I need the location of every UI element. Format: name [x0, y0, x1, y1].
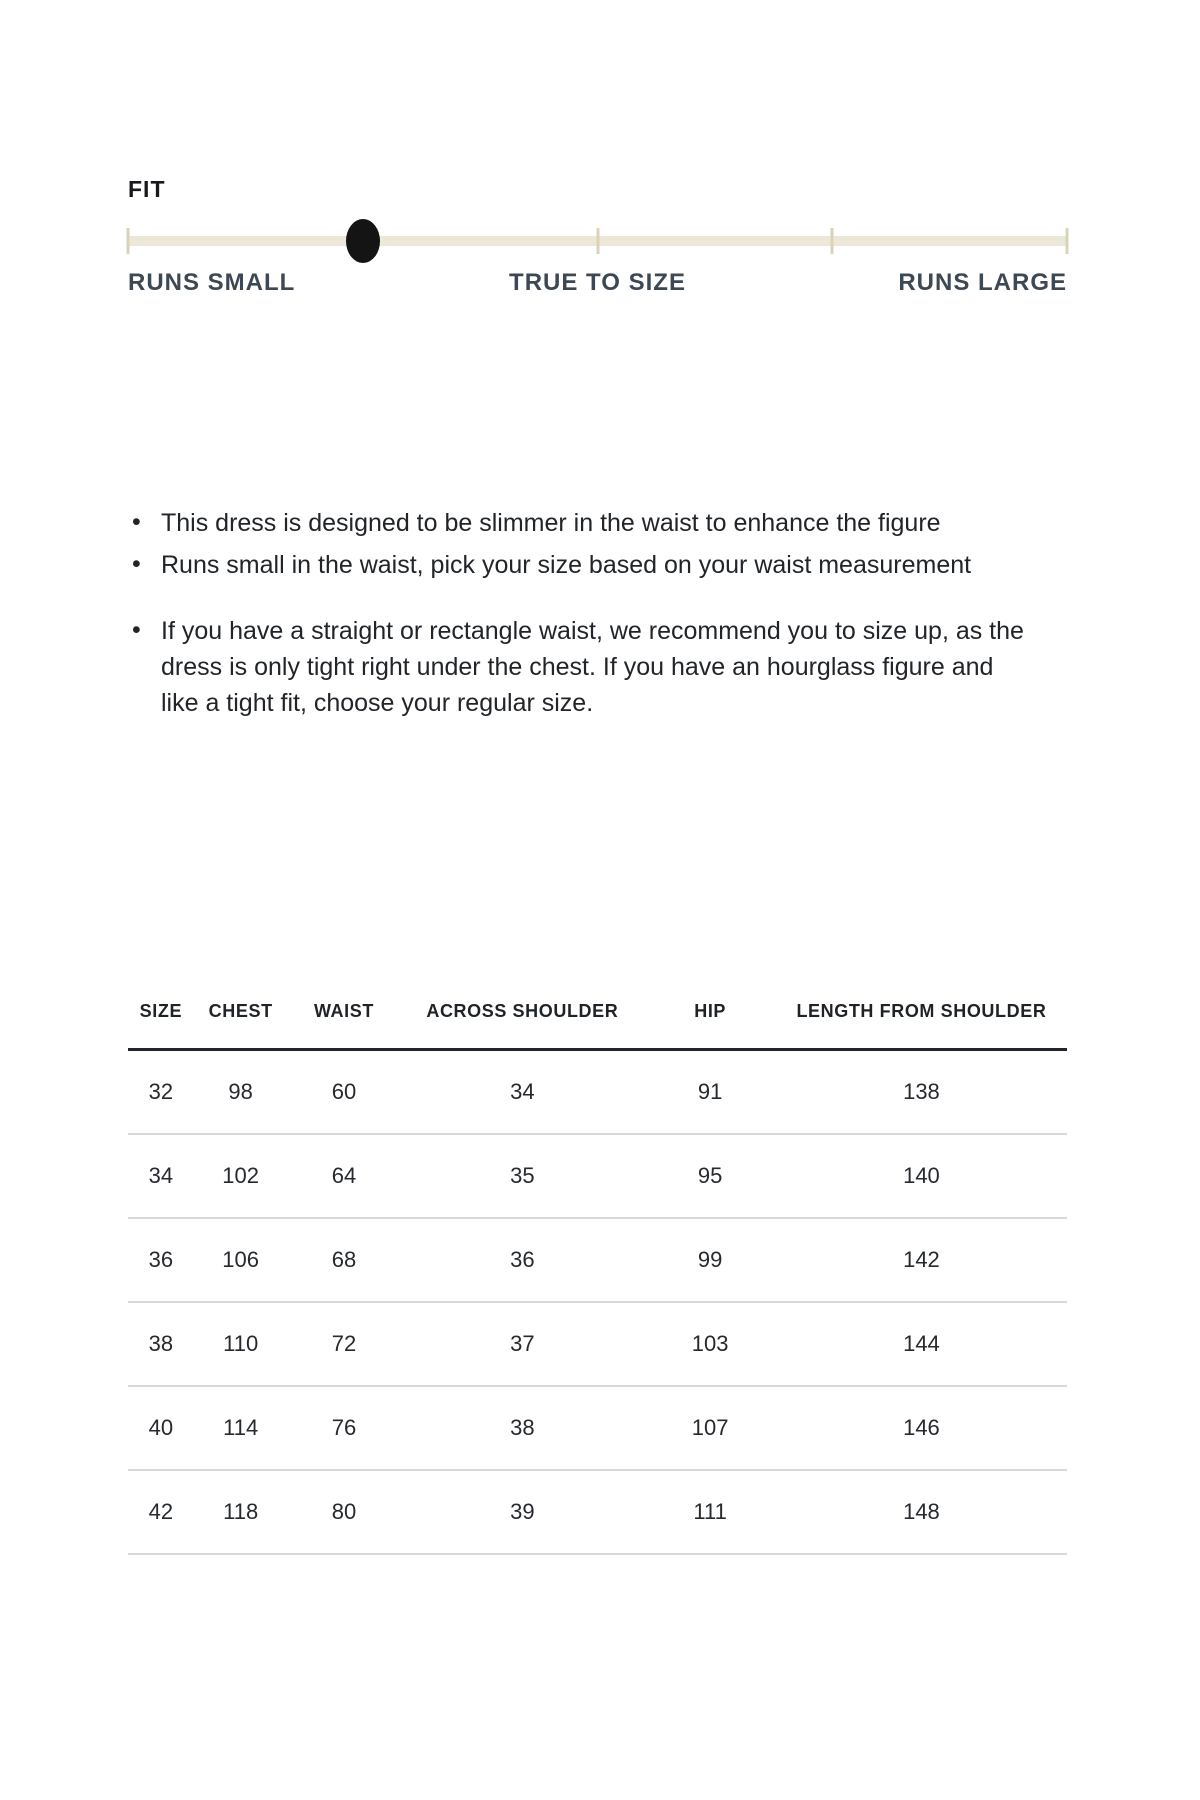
cell-hip: 107	[644, 1386, 775, 1470]
slider-tick	[1066, 228, 1069, 254]
size-chart-table	[128, 1001, 1067, 1555]
cell-size: 40	[128, 1386, 194, 1470]
fit-scale-labels	[128, 269, 1067, 299]
fit-note-item: • If you have a straight or rectangle waist, we recommend you to size up, as the dress is only tight right under the chest. If you have an hourglass figure and like a tight fit, choose your regular size.	[128, 613, 1033, 721]
cell-length: 138	[776, 1050, 1067, 1134]
cell-across-shoulder: 36	[400, 1218, 644, 1302]
cell-waist: 76	[288, 1386, 401, 1470]
fit-note-item: • This dress is designed to be slimmer in the waist to enhance the figure	[128, 505, 1033, 541]
scale-label-runs-small: RUNS SMALL	[128, 269, 296, 296]
cell-length: 148	[776, 1470, 1067, 1554]
cell-hip: 99	[644, 1218, 775, 1302]
column-header-across-shoulder: ACROSS SHOULDER	[400, 1001, 644, 1050]
table-row	[128, 1386, 1067, 1470]
scale-label-true-to-size: TRUE TO SIZE	[509, 269, 686, 296]
cell-chest: 98	[194, 1050, 288, 1134]
fit-section-heading: FIT	[128, 176, 166, 202]
cell-size: 36	[128, 1218, 194, 1302]
cell-waist: 80	[288, 1470, 401, 1554]
table-row	[128, 1050, 1067, 1134]
cell-across-shoulder: 38	[400, 1386, 644, 1470]
cell-hip: 103	[644, 1302, 775, 1386]
cell-across-shoulder: 35	[400, 1134, 644, 1218]
cell-across-shoulder: 34	[400, 1050, 644, 1134]
cell-chest: 110	[194, 1302, 288, 1386]
cell-chest: 102	[194, 1134, 288, 1218]
slider-tick	[127, 228, 130, 254]
cell-size: 38	[128, 1302, 194, 1386]
cell-length: 144	[776, 1302, 1067, 1386]
cell-length: 146	[776, 1386, 1067, 1470]
cell-waist: 72	[288, 1302, 401, 1386]
cell-waist: 60	[288, 1050, 401, 1134]
cell-waist: 68	[288, 1218, 401, 1302]
cell-chest: 114	[194, 1386, 288, 1470]
cell-size: 32	[128, 1050, 194, 1134]
cell-size: 42	[128, 1470, 194, 1554]
table-row	[128, 1302, 1067, 1386]
column-header-length-from-shoulder: LENGTH FROM SHOULDER	[776, 1001, 1067, 1050]
slider-tick	[831, 228, 834, 254]
column-header-hip: HIP	[644, 1001, 775, 1050]
cell-chest: 106	[194, 1218, 288, 1302]
cell-length: 142	[776, 1218, 1067, 1302]
slider-tick	[596, 228, 599, 254]
cell-across-shoulder: 37	[400, 1302, 644, 1386]
table-row	[128, 1470, 1067, 1554]
column-header-waist: WAIST	[288, 1001, 401, 1050]
fit-slider	[128, 219, 1067, 263]
cell-waist: 64	[288, 1134, 401, 1218]
table-row	[128, 1218, 1067, 1302]
scale-label-runs-large: RUNS LARGE	[898, 269, 1067, 296]
cell-hip: 91	[644, 1050, 775, 1134]
cell-hip: 95	[644, 1134, 775, 1218]
cell-length: 140	[776, 1134, 1067, 1218]
cell-size: 34	[128, 1134, 194, 1218]
fit-note-item: • Runs small in the waist, pick your size based on your waist measurement	[128, 547, 1033, 583]
cell-chest: 118	[194, 1470, 288, 1554]
cell-hip: 111	[644, 1470, 775, 1554]
table-row	[128, 1134, 1067, 1218]
fit-notes-list	[128, 505, 1033, 721]
cell-across-shoulder: 39	[400, 1470, 644, 1554]
column-header-chest: CHEST	[194, 1001, 288, 1050]
column-header-size: SIZE	[128, 1001, 194, 1050]
size-chart-header-row	[128, 1001, 1067, 1050]
fit-slider-knob	[346, 219, 380, 263]
